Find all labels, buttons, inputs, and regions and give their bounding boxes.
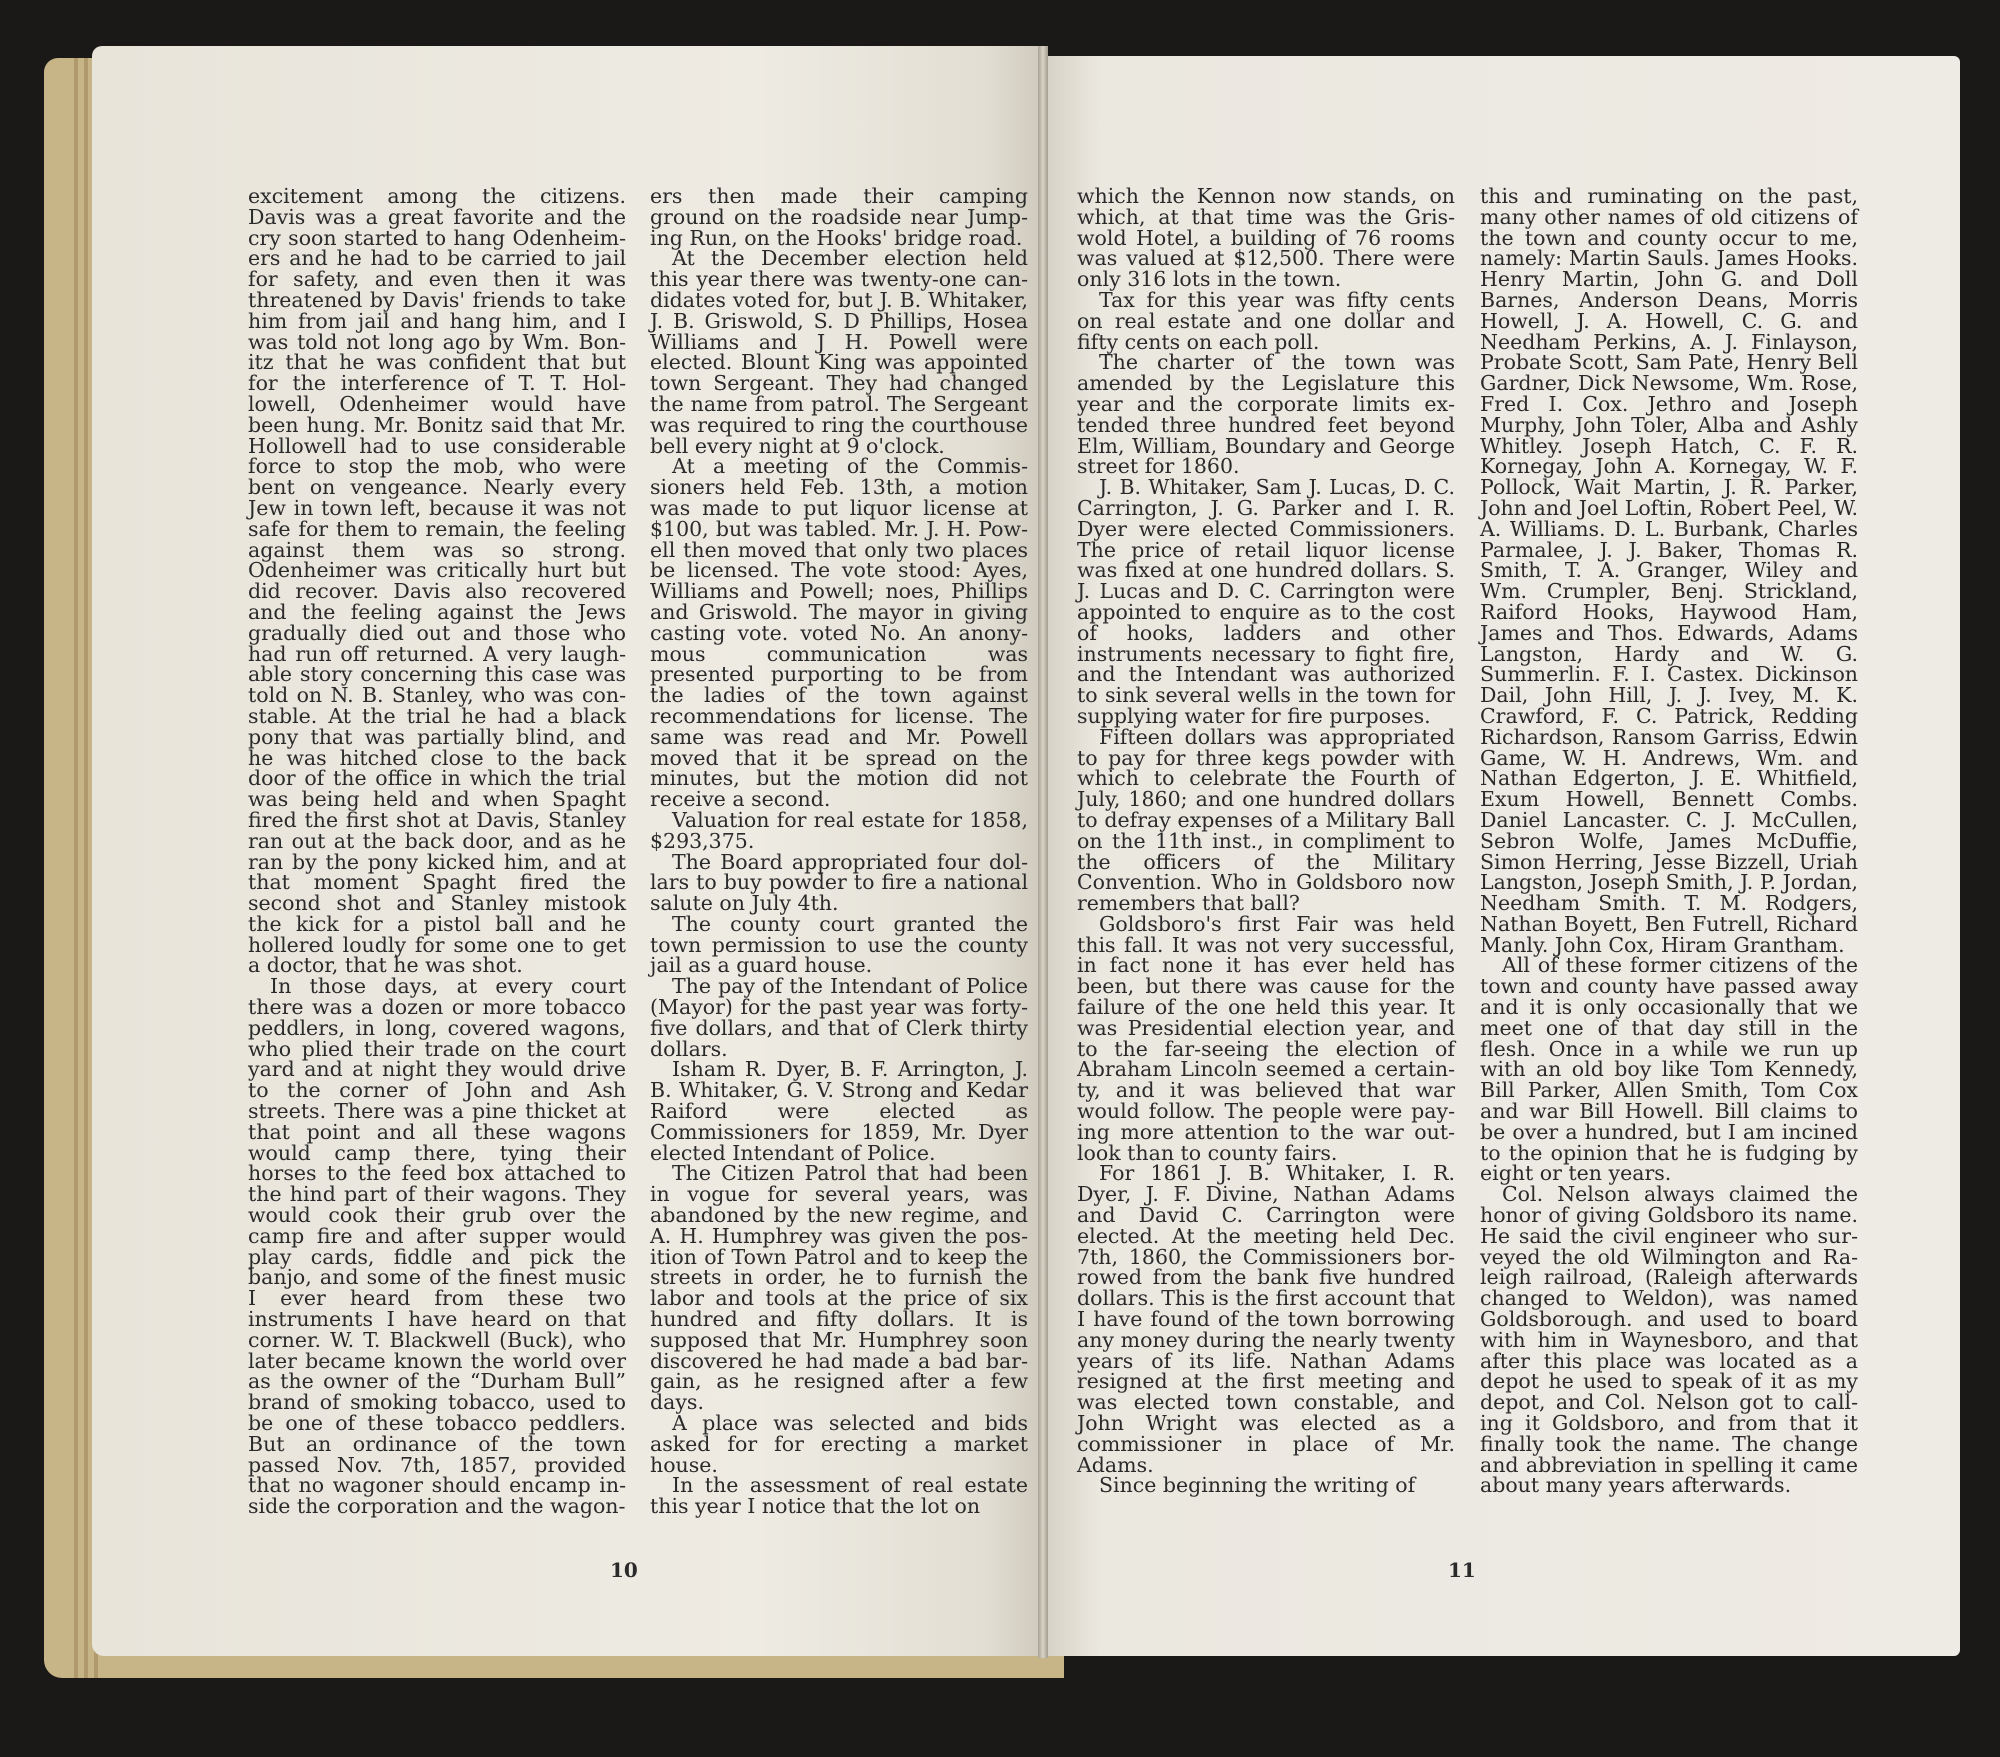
paragraph: For 1861 J. B. Whitaker, I. R. Dyer, J. F. Divine, Nathan Adams and David C. Carrington were elected. At the meeting held Dec. 7th, 1860, the Commissioners borrowed from the bank five hundred dollars. This is the first account that I have found of the town borrowing any money during the nearly twenty years of its life. Nathan Adams resigned at the first meeting and was elected town constable, and John Wright was elected as a commissioner in place of Mr. Adams. (1077, 1161, 1455, 1477)
paragraph: A place was selected and bids asked for for erecting a market house. (650, 1411, 1028, 1477)
paragraph: Isham R. Dyer, B. F. Arrington, J. B. Whitaker, G. V. Strong and Kedar Raiford were elected as Commissioners for 1859, Mr. Dyer elected Intendant of Police. (650, 1057, 1028, 1165)
paragraph: Valuation for real estate for 1858, $293,375. (650, 807, 1028, 853)
paragraph: The Citizen Patrol that had been in vogue for several years, was abandoned by the new regime, and A. H. Humphrey was given the position of Town Patrol and to keep the streets in order, he to furnish the labor and tools at the price of six hundred and fifty dollars. It is supposed that Mr. Humphrey soon discovered he had made a bad bargain, as he resigned after a few days. (650, 1161, 1028, 1415)
paragraph: In the assessment of real estate this year I notice that the lot on (650, 1473, 1028, 1519)
paragraph: J. B. Whitaker, Sam J. Lucas, D. C. Carrington, J. G. Parker and I. R. Dyer were elected Commissioners. The price of retail liquor license was fixed at one hundred dollars. S. J. Lucas and D. C. Carrington were appointed to enquire as to the cost of hooks, ladders and other instruments necessary to fight fire, and the Intendant was authorized to sink several wells in the town for supplying water for fire purposes. (1077, 475, 1455, 728)
paragraph: which the Kennon now stands, on which, at that time was the Griswold Hotel, a building of 76 rooms was valued at $12,500. There were only 316 lots in the town. (1077, 184, 1455, 292)
paragraph: The Board appropriated four dollars to buy powder to fire a national salute on July 4th. (650, 849, 1028, 916)
paragraph: Col. Nelson always claimed the honor of giving Goldsboro its name. He said the civil engineer who surveyed the old Wilmington and Raleigh railroad, (Raleigh afterwards changed to Weldon), was named Goldsborough. and used to board with him in Waynesboro, and that after this place was located as a depot he used to speak of it as my depot, and Col. Nelson got to calling it Goldsboro, and from that it finally took the name. The change and abbreviation in spelling it came about many years afterwards. (1480, 1182, 1858, 1498)
paragraph: Since beginning the writing of (1099, 1473, 1416, 1498)
paragraph: Tax for this year was fifty cents on real estate and one dollar and fifty cents on each poll. (1077, 287, 1455, 354)
paragraph: excitement among the citizens. Davis was a great favorite and the cry soon started to hang Odenheimers and he had to be carried to jail for safety, and even then it was threatened by Davis' friends to take him from jail and hang him, and I was told not long ago by Wm. Bonitz that he was confident that but for the interference of T. T. Hollowell, Odenheimer would have been hung. Mr. Bonitz said that Mr. Hollowell had to use considerable force to stop the mob, who were bent on vengeance. Nearly every Jew in town left, because it was not safe for them to remain, the feeling against them was so strong. Odenheimer was critically hurt but did recover. Davis also recovered and the feeling against the Jews gradually died out and those who had run off returned. A very laughable story concerning this case was told on N. B. Stanley, who was constable. At the trial he had a black pony that was partially blind, and he was hitched close to the back door of the office in which the trial was being held and when Spaght fired the first shot at Davis, Stanley ran out at the back door, and as he ran by the pony kicked him, and at that moment Spaght fired the second shot and Stanley mistook the kick for a pistol ball and he hollered loudly for some one to get a doctor, that he was shot. (248, 184, 626, 978)
right-page-column-1 (1077, 186, 1455, 1496)
paragraph: this and ruminating on the past, many other names of old citizens of the town and county occur to me, namely: Martin Sauls. James Hooks. Henry Martin, John G. and Doll Barnes, Anderson Deans, Morris Howell, J. A. Howell, C. G. and Needham Perkins, A. J. Finlayson, Probate Scott, Sam Pate, Henry Bell Gardner, Dick Newsome, Wm. Rose, Fred I. Cox. Jethro and Joseph Murphy, John Toler, Alba and Ashly Whitley. Joseph Hatch, C. F. R. Kornegay, John A. Kornegay, W. F. Pollock, Wait Martin, J. R. Parker, John and Joel Loftin, Robert Peel, W. A. Williams. D. L. Burbank, Charles Parmalee, J. J. Baker, Thomas R. Smith, T. A. Granger, Wiley and Wm. Crumpler, Benj. Strickland, Raiford Hooks, Haywood Ham, James and Thos. Edwards, Adams Langston, Hardy and W. G. Summerlin. F. I. Castex. Dickinson Dail, John Hill, J. J. Ivey, M. K. Crawford, F. C. Patrick, Redding Richardson, Ransom Garriss, Edwin Game, W. H. Andrews, Wm. and Nathan Edgerton, J. E. Whitfield, Exum Howell, Bennett Combs. Daniel Lancaster. C. J. McCullen, Sebron Wolfe, James McDuffie, Simon Herring, Jesse Bizzell, Uriah Langston, Joseph Smith, J. P. Jordan, Needham Smith. T. M. Rodgers, Nathan Boyett, Ben Futrell, Richard Manly. John Cox, Hiram Grantham. (1480, 184, 1858, 957)
paragraph: Goldsboro's first Fair was held this fall. It was not very successful, in fact none it has ever held has been, but there was cause for the failure of the one held this year. It was Presidential election year, and to the far-seeing the election of Abraham Lincoln seemed a certainty, and it was believed that war would follow. The people were paying more attention to the war outlook than to county fairs. (1077, 911, 1455, 1165)
page-edge-line (84, 58, 88, 1678)
paragraph: ers then made their camping ground on the roadside near Jumping Run, on the Hooks' bridge road. (650, 184, 1028, 250)
paragraph: The charter of the town was amended by the Legislature this year and the corporate limits extended three hundred feet beyond Elm, William, Boundary and George street for 1860. (1077, 350, 1455, 479)
paragraph: In those days, at every court there was a dozen or more tobacco peddlers, in long, covered wagons, who plied their trade on the court yard and at night they would drive to the corner of John and Ash streets. There was a pine thicket at that point and all these wagons would camp there, tying their horses to the feed box attached to the hind part of their wagons. They would cook their grub over the camp fire and after supper would play cards, fiddle and pick the banjo, and some of the finest music I ever heard from these two instruments I have heard on that corner. W. T. Blackwell (Buck), who later became known the world over as the owner of the “Durham Bull” brand of smoking tobacco, used to be one of these tobacco peddlers. But an ordinance of the town passed Nov. 7th, 1857, provided that no wagoner should encamp inside the corporation and the wagon- (248, 974, 626, 1519)
paragraph: The county court granted the town permission to use the county jail as a guard house. (650, 911, 1028, 978)
page-edge-line (74, 58, 78, 1678)
paragraph: At the December election held this year there was twenty-one candidates voted for, but J. B. Whitaker, J. B. Griswold, S. D Phillips, Hosea Williams and J H. Powell were elected. Blount King was appointed town Sergeant. They had changed the name from patrol. The Sergeant was required to ring the courthouse bell every night at 9 o'clock. (650, 246, 1028, 458)
left-page-column-1 (248, 186, 626, 1517)
left-page-column-2 (650, 186, 1028, 1517)
page-number-left: 10 (610, 1558, 638, 1582)
right-page-column-2 (1480, 186, 1858, 1496)
paragraph: All of these former citizens of the town and county have passed away and it is only occasionally that we meet one of that day still in the flesh. Once in a while we run up with an old boy like Tom Kennedy, Bill Parker, Allen Smith, Tom Cox and war Bill Howell. Bill claims to be over a hundred, but I am incined to the opinion that he is fudging by eight or ten years. (1480, 953, 1858, 1186)
paragraph: Fifteen dollars was appropriated to pay for three kegs powder with which to celebrate the Fourth of July, 1860; and one hundred dollars to defray expenses of a Military Ball on the 11th inst., in compliment to the officers of the Military Convention. Who in Goldsboro now remembers that ball? (1077, 724, 1455, 916)
page-number-right: 11 (1448, 1558, 1476, 1582)
book-spine (1038, 46, 1048, 1658)
paragraph: At a meeting of the Commissioners held Feb. 13th, a motion was made to put liquor license at $100, but was tabled. Mr. J. H. Powell then moved that only two places be licensed. The vote stood: Ayes, Williams and Powell; noes, Phillips and Griswold. The mayor in giving casting vote. voted No. An anonymous communication was presented purporting to be from the ladies of the town against recommendations for license. The same was read and Mr. Powell moved that it be spread on the minutes, but the motion did not receive a second. (650, 454, 1028, 812)
paragraph: The pay of the Intendant of Police (Mayor) for the past year was forty-five dollars, and that of Clerk thirty dollars. (650, 974, 1028, 1061)
